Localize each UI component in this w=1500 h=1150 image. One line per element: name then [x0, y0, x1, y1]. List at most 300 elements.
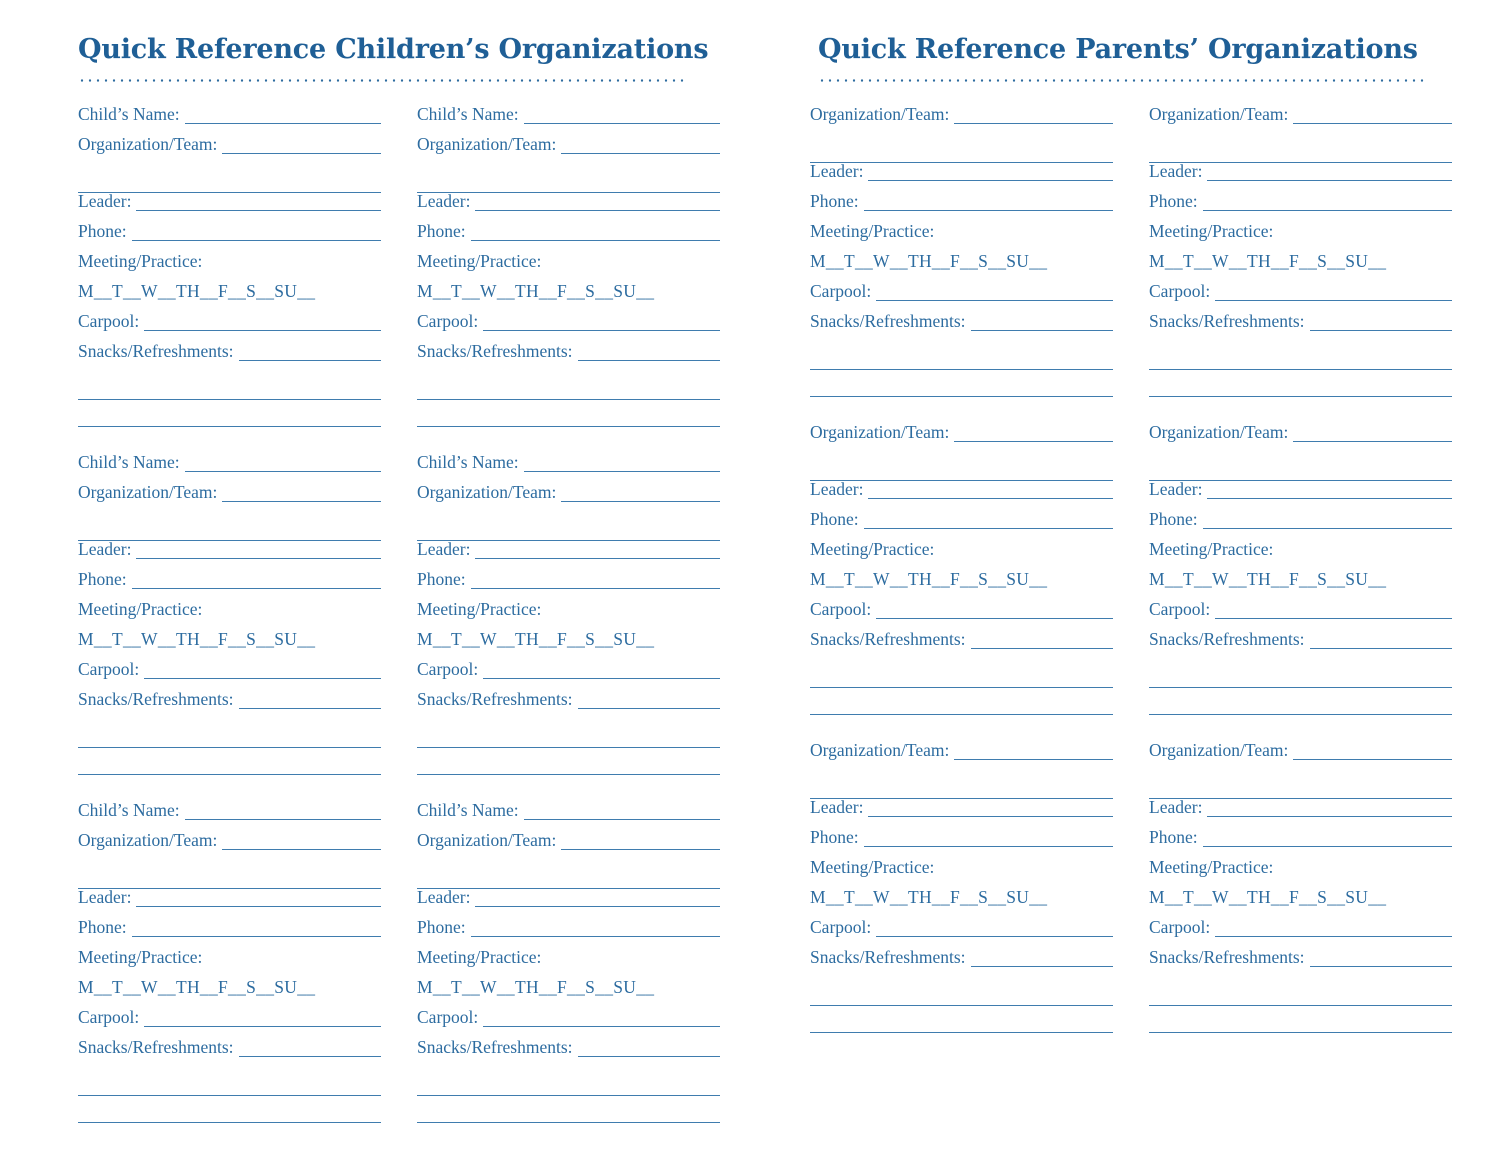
write-in-line[interactable] — [810, 454, 1113, 481]
form-field — [810, 601, 1113, 619]
form-field — [417, 691, 720, 709]
write-in-line[interactable] — [546, 953, 720, 967]
write-in-line[interactable] — [1149, 688, 1452, 715]
write-in-line[interactable] — [864, 832, 1113, 847]
field-label: Phone: — [810, 509, 859, 529]
form-field — [810, 193, 1113, 211]
field-label: Meeting/Practice: — [1149, 857, 1274, 877]
write-in-line[interactable] — [239, 694, 381, 709]
form-field — [78, 313, 381, 331]
title-divider-children — [78, 79, 686, 82]
children-columns — [78, 106, 720, 1150]
form-field — [1149, 511, 1452, 529]
write-in-line[interactable] — [1215, 604, 1452, 619]
write-in-line[interactable] — [132, 922, 381, 937]
field-label: Meeting/Practice: — [78, 599, 203, 619]
field-label: Child’s Name: — [417, 452, 519, 472]
write-in-line[interactable] — [561, 835, 720, 850]
form-field — [810, 511, 1113, 529]
field-label: Organization/Team: — [417, 482, 557, 502]
write-in-line[interactable] — [222, 835, 381, 850]
weekday-checkoff-row[interactable]: M__T__W__TH__F__S__SU__ — [417, 281, 655, 301]
form-field — [417, 136, 720, 154]
children-organizations-section — [0, 0, 750, 1057]
form-field — [417, 223, 720, 241]
write-in-line[interactable] — [136, 892, 381, 907]
weekday-checkoff-row[interactable]: M__T__W__TH__F__S__SU__ — [417, 629, 655, 649]
write-in-line[interactable] — [1310, 634, 1452, 649]
write-in-line[interactable] — [1310, 316, 1452, 331]
form-field — [78, 691, 381, 709]
form-field — [417, 253, 720, 271]
write-in-line[interactable] — [546, 605, 720, 619]
field-label: Organization/Team: — [1149, 740, 1289, 760]
weekday-checkoff-row[interactable]: M__T__W__TH__F__S__SU__ — [417, 977, 655, 997]
field-label: Leader: — [810, 797, 864, 817]
field-label: Carpool: — [78, 1007, 140, 1027]
write-in-line[interactable] — [810, 772, 1113, 799]
form-field — [810, 313, 1113, 331]
form-field — [810, 631, 1113, 649]
title-divider-parents — [818, 79, 1426, 82]
write-in-line[interactable] — [810, 688, 1113, 715]
weekday-checkoff-row[interactable]: M__T__W__TH__F__S__SU__ — [1149, 251, 1387, 271]
write-in-line[interactable] — [475, 892, 720, 907]
form-field — [417, 571, 720, 589]
write-in-line[interactable] — [578, 346, 720, 361]
write-in-line[interactable] — [1215, 286, 1452, 301]
field-label: Phone: — [417, 221, 466, 241]
field-label: Leader: — [417, 191, 471, 211]
write-in-line[interactable] — [1293, 109, 1452, 124]
write-in-line[interactable] — [524, 805, 720, 820]
write-in-line[interactable] — [78, 748, 381, 775]
write-in-line[interactable] — [876, 604, 1113, 619]
write-in-line[interactable] — [1149, 136, 1452, 163]
form-field — [417, 661, 720, 679]
field-label: Snacks/Refreshments: — [810, 629, 966, 649]
field-label: Leader: — [78, 887, 132, 907]
field-label: Leader: — [1149, 161, 1203, 181]
field-label: Organization/Team: — [417, 830, 557, 850]
write-in-line[interactable] — [1310, 952, 1452, 967]
write-in-line[interactable] — [185, 457, 381, 472]
weekday-checkoff-row[interactable]: M__T__W__TH__F__S__SU__ — [78, 629, 316, 649]
field-label: Carpool: — [1149, 917, 1211, 937]
field-label: Carpool: — [417, 1007, 479, 1027]
write-in-line[interactable] — [1149, 454, 1452, 481]
organization-entry-card — [1149, 742, 1452, 1033]
write-in-line[interactable] — [471, 574, 720, 589]
field-label: Carpool: — [417, 311, 479, 331]
field-label: Snacks/Refreshments: — [78, 341, 234, 361]
form-field — [78, 454, 381, 472]
write-in-line[interactable] — [1149, 979, 1452, 1006]
weekday-checkoff-row[interactable]: M__T__W__TH__F__S__SU__ — [810, 251, 1048, 271]
field-label: Leader: — [417, 887, 471, 907]
field-label: Snacks/Refreshments: — [417, 1037, 573, 1057]
organization-entry-card — [417, 802, 720, 1123]
write-in-line[interactable] — [561, 139, 720, 154]
form-field — [1149, 313, 1452, 331]
form-field — [417, 106, 720, 124]
write-in-line[interactable] — [1207, 802, 1452, 817]
field-label: Phone: — [1149, 509, 1198, 529]
field-label: Organization/Team: — [78, 830, 218, 850]
write-in-line[interactable] — [810, 661, 1113, 688]
write-in-line[interactable] — [78, 862, 381, 889]
form-field — [78, 106, 381, 124]
field-label: Organization/Team: — [810, 422, 950, 442]
form-field — [417, 949, 720, 967]
field-label: Snacks/Refreshments: — [78, 1037, 234, 1057]
form-field — [417, 1009, 720, 1027]
field-label: Snacks/Refreshments: — [417, 689, 573, 709]
write-in-line[interactable] — [417, 514, 720, 541]
organization-entry-card — [810, 742, 1113, 1033]
form-field — [417, 601, 720, 619]
children-column-2 — [417, 106, 720, 1150]
write-in-line[interactable] — [939, 545, 1113, 559]
weekday-checkoff-row[interactable]: M__T__W__TH__F__S__SU__ — [78, 281, 316, 301]
write-in-line[interactable] — [185, 805, 381, 820]
field-label: Snacks/Refreshments: — [78, 689, 234, 709]
field-label: Child’s Name: — [78, 800, 180, 820]
field-label: Organization/Team: — [78, 482, 218, 502]
form-field — [810, 163, 1113, 181]
form-field — [1149, 163, 1452, 181]
write-in-line[interactable] — [417, 748, 720, 775]
field-label: Snacks/Refreshments: — [1149, 947, 1305, 967]
write-in-line[interactable] — [222, 487, 381, 502]
write-in-line[interactable] — [78, 166, 381, 193]
write-in-line[interactable] — [132, 226, 381, 241]
form-field — [78, 832, 381, 850]
write-in-line[interactable] — [578, 694, 720, 709]
write-in-line[interactable] — [1207, 166, 1452, 181]
field-label: Leader: — [810, 161, 864, 181]
form-field — [1149, 799, 1452, 817]
field-label: Child’s Name: — [78, 452, 180, 472]
write-in-line[interactable] — [1149, 661, 1452, 688]
field-label: Snacks/Refreshments: — [1149, 629, 1305, 649]
write-in-line[interactable] — [185, 109, 381, 124]
form-field — [810, 829, 1113, 847]
write-in-line[interactable] — [471, 922, 720, 937]
write-in-line[interactable] — [971, 952, 1113, 967]
field-label: Phone: — [1149, 827, 1198, 847]
field-label: Child’s Name: — [417, 800, 519, 820]
write-in-line[interactable] — [136, 544, 381, 559]
field-label: Leader: — [1149, 479, 1203, 499]
write-in-line[interactable] — [207, 257, 381, 271]
field-label: Organization/Team: — [1149, 104, 1289, 124]
organization-entry-card — [1149, 106, 1452, 397]
form-field — [417, 1039, 720, 1057]
write-in-line[interactable] — [971, 316, 1113, 331]
field-label: Organization/Team: — [417, 134, 557, 154]
form-field — [810, 424, 1113, 442]
organization-entry-card — [78, 454, 381, 775]
field-label: Meeting/Practice: — [810, 857, 935, 877]
write-in-line[interactable] — [1207, 484, 1452, 499]
field-label: Carpool: — [417, 659, 479, 679]
organization-entry-card — [417, 454, 720, 775]
form-field — [78, 253, 381, 271]
field-label: Leader: — [78, 539, 132, 559]
form-field — [1149, 949, 1452, 967]
write-in-line[interactable] — [578, 1042, 720, 1057]
field-label: Snacks/Refreshments: — [810, 311, 966, 331]
field-label: Phone: — [810, 191, 859, 211]
form-field — [1149, 859, 1452, 877]
form-field — [1149, 481, 1452, 499]
write-in-line[interactable] — [971, 634, 1113, 649]
organization-entry-card — [810, 424, 1113, 715]
form-field — [1149, 742, 1452, 760]
write-in-line[interactable] — [1278, 863, 1452, 877]
write-in-line[interactable] — [132, 574, 381, 589]
parents-columns — [810, 106, 1452, 1060]
form-field — [1149, 424, 1452, 442]
parents-column-1 — [810, 106, 1113, 1060]
form-field — [78, 136, 381, 154]
form-field — [1149, 193, 1452, 211]
write-in-line[interactable] — [524, 109, 720, 124]
write-in-line[interactable] — [78, 1096, 381, 1123]
organization-entry-card — [1149, 424, 1452, 715]
field-label: Meeting/Practice: — [1149, 539, 1274, 559]
field-label: Snacks/Refreshments: — [417, 341, 573, 361]
write-in-line[interactable] — [144, 316, 381, 331]
form-field — [78, 343, 381, 361]
write-in-line[interactable] — [810, 343, 1113, 370]
field-label: Meeting/Practice: — [78, 251, 203, 271]
write-in-line[interactable] — [78, 400, 381, 427]
field-label: Organization/Team: — [810, 740, 950, 760]
write-in-line[interactable] — [954, 745, 1113, 760]
write-in-line[interactable] — [78, 373, 381, 400]
write-in-line[interactable] — [483, 316, 720, 331]
write-in-line[interactable] — [864, 514, 1113, 529]
write-in-line[interactable] — [810, 979, 1113, 1006]
form-field — [810, 859, 1113, 877]
write-in-line[interactable] — [939, 863, 1113, 877]
write-in-line[interactable] — [222, 139, 381, 154]
form-field — [1149, 223, 1452, 241]
weekday-checkoff-row[interactable]: M__T__W__TH__F__S__SU__ — [810, 569, 1048, 589]
field-label: Phone: — [78, 569, 127, 589]
field-label: Meeting/Practice: — [417, 251, 542, 271]
form-field — [1149, 631, 1452, 649]
field-label: Phone: — [78, 221, 127, 241]
form-field — [810, 541, 1113, 559]
form-field — [417, 832, 720, 850]
field-label: Organization/Team: — [78, 134, 218, 154]
field-label: Leader: — [417, 539, 471, 559]
parents-organizations-section — [750, 0, 1500, 1047]
write-in-line[interactable] — [561, 487, 720, 502]
form-field — [810, 949, 1113, 967]
write-in-line[interactable] — [939, 227, 1113, 241]
form-field — [417, 343, 720, 361]
form-field — [1149, 541, 1452, 559]
page-title-children: Quick Reference Children’s Organizations — [78, 34, 709, 65]
write-in-line[interactable] — [207, 953, 381, 967]
field-label: Carpool: — [810, 917, 872, 937]
form-field — [78, 601, 381, 619]
write-in-line[interactable] — [144, 1012, 381, 1027]
field-label: Leader: — [810, 479, 864, 499]
form-field — [78, 541, 381, 559]
write-in-line[interactable] — [1149, 343, 1452, 370]
write-in-line[interactable] — [954, 427, 1113, 442]
form-field — [78, 484, 381, 502]
form-field — [417, 484, 720, 502]
write-in-line[interactable] — [78, 1069, 381, 1096]
write-in-line[interactable] — [868, 802, 1113, 817]
write-in-line[interactable] — [954, 109, 1113, 124]
write-in-line[interactable] — [136, 196, 381, 211]
write-in-line[interactable] — [876, 922, 1113, 937]
form-field — [78, 1009, 381, 1027]
form-field — [1149, 283, 1452, 301]
field-label: Child’s Name: — [78, 104, 180, 124]
write-in-line[interactable] — [1149, 772, 1452, 799]
write-in-line[interactable] — [1278, 545, 1452, 559]
form-field — [1149, 829, 1452, 847]
form-field — [810, 283, 1113, 301]
write-in-line[interactable] — [524, 457, 720, 472]
weekday-checkoff-row[interactable]: M__T__W__TH__F__S__SU__ — [1149, 887, 1387, 907]
field-label: Phone: — [1149, 191, 1198, 211]
field-label: Organization/Team: — [810, 104, 950, 124]
children-column-1 — [78, 106, 381, 1150]
form-field — [417, 919, 720, 937]
write-in-line[interactable] — [475, 544, 720, 559]
write-in-line[interactable] — [417, 373, 720, 400]
field-label: Phone: — [417, 917, 466, 937]
write-in-line[interactable] — [1203, 196, 1452, 211]
field-label: Organization/Team: — [1149, 422, 1289, 442]
field-label: Phone: — [417, 569, 466, 589]
form-field — [78, 1039, 381, 1057]
field-label: Carpool: — [78, 659, 140, 679]
form-field — [417, 802, 720, 820]
write-in-line[interactable] — [417, 1069, 720, 1096]
write-in-line[interactable] — [207, 605, 381, 619]
organization-entry-card — [78, 106, 381, 427]
form-field — [78, 193, 381, 211]
write-in-line[interactable] — [1203, 832, 1452, 847]
field-label: Child’s Name: — [417, 104, 519, 124]
write-in-line[interactable] — [471, 226, 720, 241]
form-field — [417, 454, 720, 472]
write-in-line[interactable] — [1149, 370, 1452, 397]
write-in-line[interactable] — [1215, 922, 1452, 937]
write-in-line[interactable] — [417, 1096, 720, 1123]
field-label: Carpool: — [810, 599, 872, 619]
field-label: Snacks/Refreshments: — [810, 947, 966, 967]
write-in-line[interactable] — [417, 721, 720, 748]
field-label: Meeting/Practice: — [810, 539, 935, 559]
write-in-line[interactable] — [475, 196, 720, 211]
write-in-line[interactable] — [483, 664, 720, 679]
write-in-line[interactable] — [78, 514, 381, 541]
field-label: Snacks/Refreshments: — [1149, 311, 1305, 331]
form-field — [78, 571, 381, 589]
write-in-line[interactable] — [546, 257, 720, 271]
field-label: Meeting/Practice: — [1149, 221, 1274, 241]
write-in-line[interactable] — [1278, 227, 1452, 241]
form-field — [78, 223, 381, 241]
weekday-checkoff-row[interactable]: M__T__W__TH__F__S__SU__ — [1149, 569, 1387, 589]
write-in-line[interactable] — [1149, 1006, 1452, 1033]
field-label: Carpool: — [78, 311, 140, 331]
write-in-line[interactable] — [1203, 514, 1452, 529]
form-field — [417, 541, 720, 559]
form-field — [810, 919, 1113, 937]
form-field — [1149, 919, 1452, 937]
organization-entry-card — [417, 106, 720, 427]
write-in-line[interactable] — [1293, 745, 1452, 760]
write-in-line[interactable] — [417, 166, 720, 193]
form-field — [810, 223, 1113, 241]
page-title-parents: Quick Reference Parents’ Organizations — [818, 34, 1418, 65]
field-label: Meeting/Practice: — [417, 599, 542, 619]
field-label: Phone: — [78, 917, 127, 937]
field-label: Leader: — [1149, 797, 1203, 817]
write-in-line[interactable] — [810, 136, 1113, 163]
form-field — [1149, 106, 1452, 124]
write-in-line[interactable] — [417, 400, 720, 427]
form-field — [1149, 601, 1452, 619]
write-in-line[interactable] — [810, 370, 1113, 397]
write-in-line[interactable] — [864, 196, 1113, 211]
form-field — [417, 313, 720, 331]
parents-column-2 — [1149, 106, 1452, 1060]
write-in-line[interactable] — [868, 484, 1113, 499]
field-label: Meeting/Practice: — [417, 947, 542, 967]
field-label: Phone: — [810, 827, 859, 847]
form-field — [78, 919, 381, 937]
write-in-line[interactable] — [868, 166, 1113, 181]
write-in-line[interactable] — [483, 1012, 720, 1027]
field-label: Meeting/Practice: — [810, 221, 935, 241]
write-in-line[interactable] — [1293, 427, 1452, 442]
field-label: Carpool: — [1149, 281, 1211, 301]
form-field — [810, 742, 1113, 760]
field-label: Carpool: — [810, 281, 872, 301]
form-field — [810, 481, 1113, 499]
form-field — [417, 193, 720, 211]
write-in-line[interactable] — [239, 1042, 381, 1057]
write-in-line[interactable] — [239, 346, 381, 361]
form-field — [78, 889, 381, 907]
write-in-line[interactable] — [810, 1006, 1113, 1033]
weekday-checkoff-row[interactable]: M__T__W__TH__F__S__SU__ — [78, 977, 316, 997]
write-in-line[interactable] — [144, 664, 381, 679]
weekday-checkoff-row[interactable]: M__T__W__TH__F__S__SU__ — [810, 887, 1048, 907]
form-field — [78, 661, 381, 679]
write-in-line[interactable] — [876, 286, 1113, 301]
organization-entry-card — [810, 106, 1113, 397]
organization-entry-card — [78, 802, 381, 1123]
form-field — [78, 949, 381, 967]
form-field — [78, 802, 381, 820]
write-in-line[interactable] — [78, 721, 381, 748]
write-in-line[interactable] — [417, 862, 720, 889]
